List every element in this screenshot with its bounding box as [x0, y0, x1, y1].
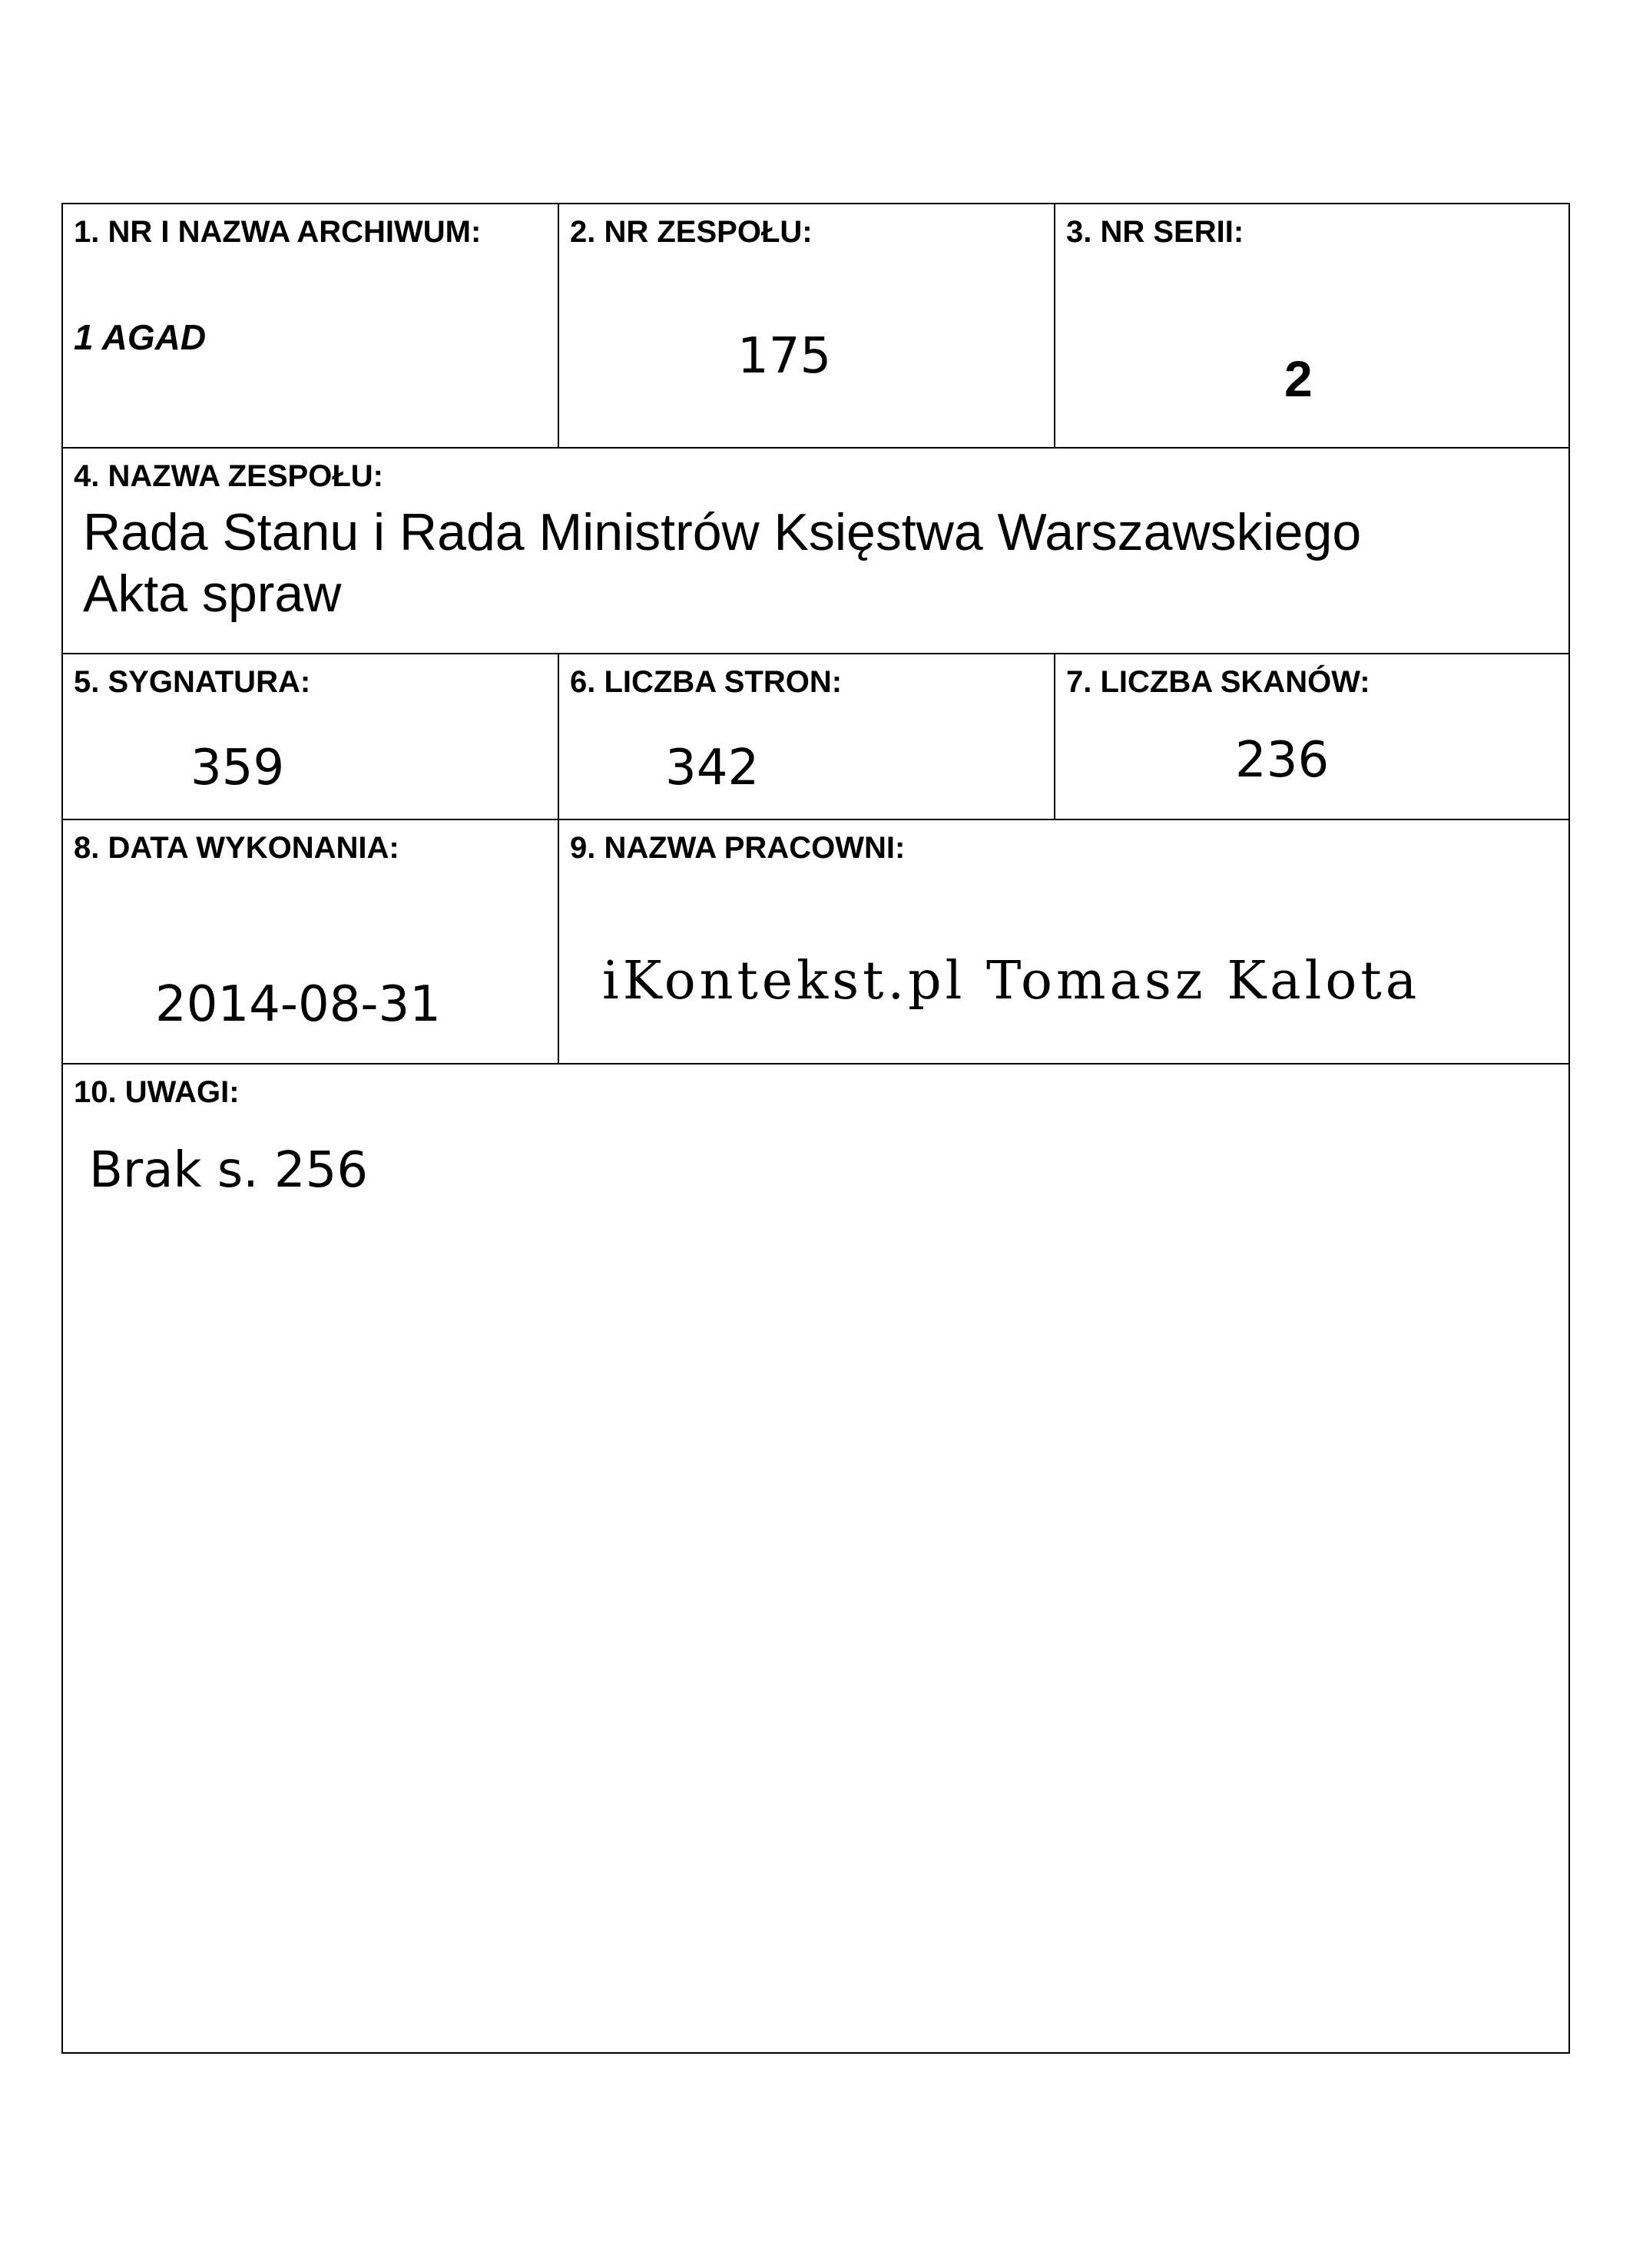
page-count-value: 342 [665, 740, 760, 796]
unit-name-line-2: Akta spraw [83, 565, 342, 623]
page-count-label: 6. LICZBA STRON: [570, 665, 843, 699]
remarks-cell [63, 1064, 1568, 2052]
scan-count-label: 7. LICZBA SKANÓW: [1066, 665, 1370, 699]
workshop-cell [559, 820, 1568, 1063]
series-number-cell [1055, 204, 1568, 447]
unit-number-value: 175 [737, 328, 832, 385]
archive-cell [63, 204, 558, 447]
remarks-label: 10. UWAGI: [74, 1075, 240, 1109]
remarks-value: Brak s. 256 [89, 1142, 369, 1199]
unit-number-cell [559, 204, 1054, 447]
series-number-label: 3. NR SERII: [1066, 215, 1244, 249]
date-cell [63, 820, 558, 1063]
workshop-label: 9. NAZWA PRACOWNI: [570, 831, 906, 865]
series-number-value: 2 [1284, 350, 1313, 407]
signature-label: 5. SYGNATURA: [74, 665, 311, 699]
page-count-cell [559, 654, 1054, 819]
date-value: 2014-08-31 [155, 976, 441, 1033]
date-label: 8. DATA WYKONANIA: [74, 831, 399, 865]
signature-cell [63, 654, 558, 819]
scan-count-value: 236 [1235, 732, 1330, 789]
archive-label: 1. NR I NAZWA ARCHIWUM: [74, 215, 482, 249]
unit-number-label: 2. NR ZESPOŁU: [570, 215, 813, 249]
unit-name-line-1: Rada Stanu i Rada Ministrów Księstwa Warszawskiego [83, 503, 1362, 561]
scan-count-cell [1055, 654, 1568, 819]
archive-value: 1 AGAD [74, 317, 207, 357]
archive-record-card [61, 203, 1570, 2054]
signature-value: 359 [190, 740, 285, 796]
unit-name-cell [63, 449, 1568, 653]
unit-name-label: 4. NAZWA ZESPOŁU: [74, 459, 383, 493]
workshop-value: iKontekst.pl Tomasz Kalota [602, 951, 1421, 1011]
